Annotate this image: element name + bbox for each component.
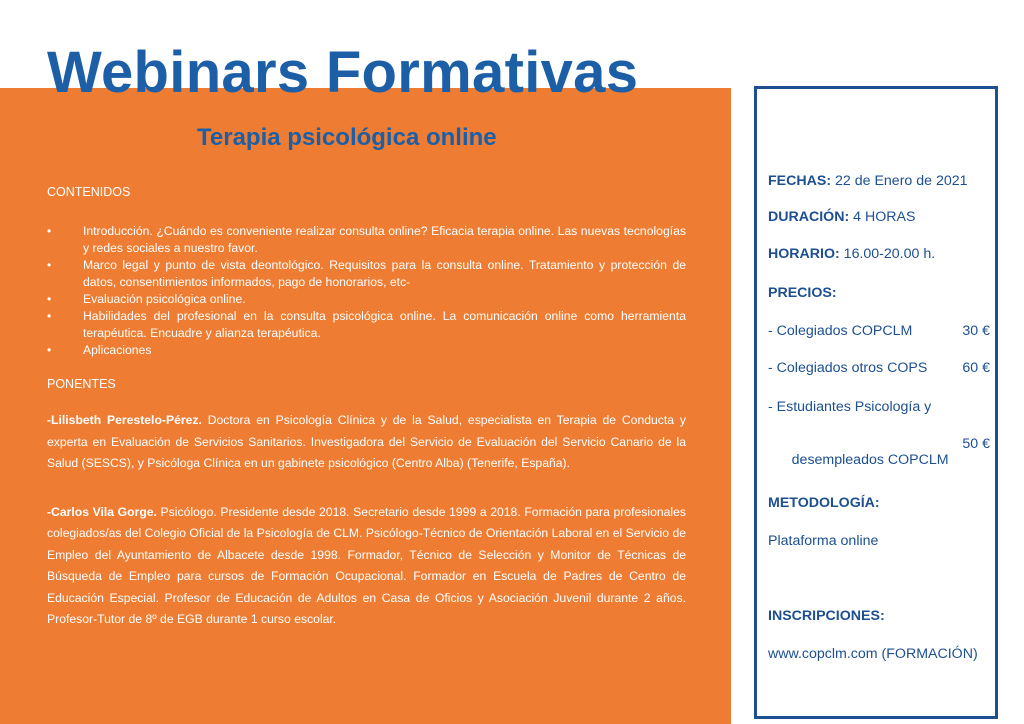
dates-line	[768, 173, 968, 189]
price-row	[768, 436, 990, 500]
duration-label: DURACIÓN:	[768, 209, 850, 225]
prices-line	[768, 285, 837, 301]
contents-list	[47, 223, 686, 359]
course-description	[47, 184, 686, 631]
registration-link[interactable]: www.copclm.com (FORMACIÓN)	[768, 646, 978, 662]
price-row	[768, 323, 990, 339]
registration-heading	[768, 608, 885, 624]
schedule-line	[768, 246, 935, 262]
schedule-label: HORARIO:	[768, 246, 840, 262]
speaker-name: -Carlos Vila Gorge.	[47, 504, 157, 519]
speaker-name: -Lilisbeth Perestelo-Pérez.	[47, 413, 202, 427]
methodology-heading	[768, 495, 880, 511]
duration-value: 4 HORAS	[849, 209, 916, 225]
speakers-heading: PONENTES	[47, 377, 116, 391]
list-item: • Introducción. ¿Cuándo es conveniente realizar consulta online? Eficacia terapia online. Las nuevas tecnologías y redes sociales a nuestro favor.	[47, 223, 686, 257]
price-value: 50 €	[962, 436, 990, 452]
page-subtitle: Terapia psicológica online	[197, 124, 497, 151]
speaker-bio	[47, 502, 686, 631]
price-label: desempleados COPCLM	[783, 452, 949, 468]
info-box	[754, 86, 998, 719]
student-price-line: - Estudiantes Psicología y	[768, 399, 932, 415]
price-label: - Colegiados COPCLM	[768, 323, 913, 339]
page-title: Webinars Formativas	[47, 40, 639, 105]
methodology-label: METODOLOGÍA:	[768, 495, 880, 511]
schedule-value: 16.00-20.00 h.	[839, 246, 936, 262]
registration-label: INSCRIPCIONES:	[768, 608, 885, 624]
price-value: 30 €	[962, 323, 990, 339]
list-item: • Habilidades del profesional en la consulta psicológica online. La comunicación online como herramienta terapéutica. Encuadre y alianza terapéutica.	[47, 308, 686, 342]
speaker-bio	[47, 410, 686, 475]
speaker-description: Psicólogo. Presidente desde 2018. Secretario desde 1999 a 2018. Formación para profesionales colegiados/as del Colegio Oficial de la Psicología de CLM. Psicólogo-Técnico de Orientación Laboral en el Servicio de Empleo del Ayuntamiento de Albacete desde 1998. Formador, Técnico de Selección y Monitor de Técnicas de Búsqueda de Empleo para cursos de Formación Ocupacional. Formador en Escuela de Padres de Centro de Educación Especial. Profesor de Educación de Adultos en Casa de Oficios y Asociación Juvenil durante 2 años. Profesor-Tutor de 8º de EGB durante 1 curso escolar.	[47, 504, 686, 626]
price-label: - Colegiados otros COPS	[768, 360, 928, 376]
speaker-description: Doctora en Psicología Clínica y de la Salud, especialista en Terapia de Conducta y experta en Evaluación de Servicios Sanitarios. Investigadora del Servicio de Evaluación del Servicio Canario de la Salud (SESCS), y Psicóloga Clínica en un gabinete psicológico (Centro Alba) (Tenerife, España).	[47, 413, 686, 470]
list-item: • Marco legal y punto de vista deontológico. Requisitos para la consulta online. Tratamiento y protección de datos, consentimientos informados, pago de honorarios, etc-	[47, 257, 686, 291]
list-item: • Aplicaciones	[47, 342, 686, 359]
contents-heading: CONTENIDOS	[47, 185, 131, 199]
methodology-value: Plataforma online	[768, 533, 879, 549]
price-row	[768, 360, 990, 376]
dates-label: FECHAS:	[768, 173, 832, 189]
duration-line	[768, 209, 915, 225]
prices-label: PRECIOS:	[768, 285, 837, 301]
list-item: • Evaluación psicológica online.	[47, 291, 686, 308]
price-value: 60 €	[962, 360, 990, 376]
dates-value: 22 de Enero de 2021	[831, 173, 968, 189]
